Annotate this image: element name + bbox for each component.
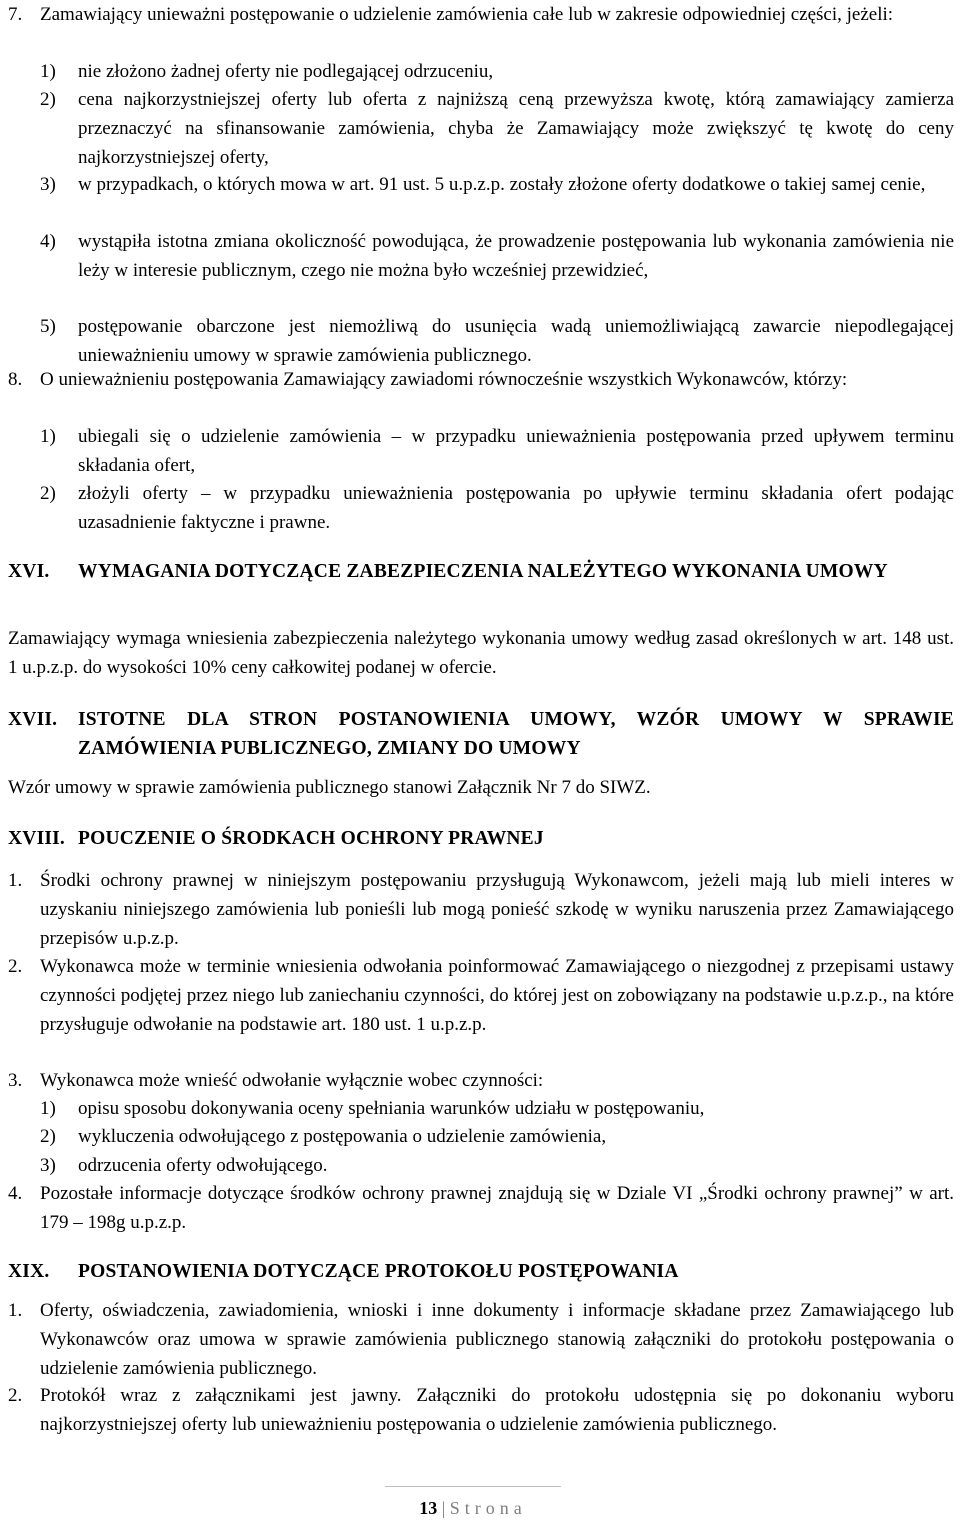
list-item (8, 227, 954, 285)
section-title: POSTANOWIENIA DOTYCZĄCE PROTOKOŁU POSTĘPOWANIA (78, 1261, 679, 1282)
point-text: Pozostałe informacje dotyczące środków ochrony prawnej znajdują się w Dziale VI „Środki ochrony prawnej” w art. 179 – 198g u.p.z.p. (40, 1183, 954, 1233)
section-title: ISTOTNE DLA STRON POSTANOWIENIA UMOWY, WZÓR UMOWY W SPRAWIE ZAMÓWIENIA PUBLICZNEGO, ZMIANY DO UMOWY (78, 709, 954, 759)
list-item-text: cena najkorzystniejszej oferty lub oferta z najniższą ceną przewyższa kwotę, którą zamawiający zamierza przeznaczyć na sfinansowanie zamówienia, chyba że Zamawiający może zwiększyć tę kwotę do ceny najkorzystniejszej oferty, (78, 89, 954, 168)
list-item-number: 4) (40, 231, 56, 252)
paragraph-intro: O unieważnieniu postępowania Zamawiający zawiadomi równocześnie wszystkich Wykonawców, którzy: (40, 369, 848, 390)
section-number: XVIII. (8, 828, 66, 849)
list-item-number: 3) (40, 174, 56, 195)
point-text: Środki ochrony prawnej w niniejszym postępowaniu przysługują Wykonawcom, jeżeli mają lub mieli interes w uzyskaniu niniejszego zamówienia lub ponieśli lub mogą ponieść szkodę w wyniku naruszenia przez Zamawiającego przepisów u.p.z.p. (40, 870, 954, 949)
list-item (8, 57, 954, 86)
numbered-point (8, 1296, 954, 1383)
section-number: XVII. (8, 709, 58, 730)
paragraph-intro: Zamawiający unieważni postępowanie o udzielenie zamówienia całe lub w zakresie odpowiedniej części, jeżeli: (40, 4, 894, 25)
list-item (8, 85, 954, 172)
page-number: 13 (419, 1498, 438, 1518)
paragraph-8 (8, 365, 954, 394)
paragraph-number: 7. (8, 4, 23, 25)
list-item-number: 5) (40, 316, 56, 337)
section-heading-xviii (8, 824, 954, 853)
numbered-point (8, 1179, 954, 1237)
section-heading-xix (8, 1257, 954, 1286)
list-item-text: nie złożono żadnej oferty nie podlegającej odrzuceniu, (78, 61, 494, 82)
list-item-text: opisu sposobu dokonywania oceny spełniania warunków udziału w postępowaniu, (78, 1098, 705, 1119)
page-footer (0, 1494, 946, 1523)
list-item (8, 1151, 954, 1180)
paragraph-7 (8, 0, 954, 29)
numbered-point (8, 1066, 954, 1095)
section-number: XIX. (8, 1261, 50, 1282)
section-body: Wzór umowy w sprawie zamówienia publicznego stanowi Załącznik Nr 7 do SIWZ. (8, 777, 651, 798)
list-item-number: 1) (40, 426, 56, 447)
list-item-number: 3) (40, 1155, 56, 1176)
point-text: Wykonawca może wnieść odwołanie wyłącznie wobec czynności: (40, 1070, 544, 1091)
list-item-number: 2) (40, 1126, 56, 1147)
list-item (8, 312, 954, 370)
list-item-text: odrzucenia oferty odwołującego. (78, 1155, 328, 1176)
numbered-point (8, 1381, 954, 1439)
point-number: 4. (8, 1183, 23, 1204)
footer-divider (385, 1486, 561, 1487)
section-body: Zamawiający wymaga wniesienia zabezpieczenia należytego wykonania umowy według zasad określonych w art. 148 ust. 1 u.p.z.p. do wysokości 10% ceny całkowitej podanej w ofercie. (8, 628, 954, 678)
section-heading-xvi (8, 557, 954, 586)
list-item (8, 479, 954, 537)
section-title: POUCZENIE O ŚRODKACH OCHRONY PRAWNEJ (78, 828, 544, 849)
point-text: Oferty, oświadczenia, zawiadomienia, wnioski i inne dokumenty i informacje składane przez Zamawiającego lub Wykonawców oraz umowa w sprawie zamówienia publicznego stanowią załączniki do protokołu postępowania o udzielenie zamówienia publicznego. (40, 1300, 954, 1379)
list-item-number: 1) (40, 61, 56, 82)
list-item-number: 2) (40, 483, 56, 504)
point-number: 1. (8, 870, 23, 891)
list-item-text: wystąpiła istotna zmiana okoliczność powodująca, że prowadzenie postępowania lub wykonania zamówienia nie leży w interesie publicznym, czego nie można było wcześniej przewidzieć, (78, 231, 954, 281)
point-text: Protokół wraz z załącznikami jest jawny. Załączniki do protokołu udostępnia się po dokonaniu wyboru najkorzystniejszej oferty lub unieważnieniu postępowania o udzielenie zamówienia publicznego. (40, 1385, 954, 1435)
list-item-text: wykluczenia odwołującego z postępowania o udzielenie zamówienia, (78, 1126, 607, 1147)
numbered-point (8, 952, 954, 1039)
list-item-text: złożyli oferty – w przypadku unieważnienia postępowania po upływie terminu składania ofert podając uzasadnienie faktyczne i prawne. (78, 483, 954, 533)
numbered-point (8, 866, 954, 953)
section-heading-xvii (8, 705, 954, 763)
point-number: 2. (8, 1385, 23, 1406)
section-number: XVI. (8, 561, 50, 582)
point-number: 1. (8, 1300, 23, 1321)
point-text: Wykonawca może w terminie wniesienia odwołania poinformować Zamawiającego o niezgodnej z przepisami ustawy czynności podjętej przez niego lub zaniechaniu czynności, do której jest on zobowiązany na podstawie u.p.z.p., na które przysługuje odwołanie na podstawie art. 180 ust. 1 u.p.z.p. (40, 956, 954, 1035)
list-item (8, 170, 954, 199)
section-title: WYMAGANIA DOTYCZĄCE ZABEZPIECZENIA NALEŻYTEGO WYKONANIA UMOWY (78, 561, 888, 582)
list-item-number: 1) (40, 1098, 56, 1119)
point-number: 3. (8, 1070, 23, 1091)
list-item-text: postępowanie obarczone jest niemożliwą do usunięcia wadą uniemożliwiającą zawarcie niepodlegającej unieważnieniu umowy w sprawie zamówienia publicznego. (78, 316, 954, 366)
list-item (8, 422, 954, 480)
footer-separator: | (441, 1498, 446, 1518)
point-number: 2. (8, 956, 23, 977)
list-item (8, 1122, 954, 1151)
list-item (8, 1094, 954, 1123)
list-item-text: ubiegali się o udzielenie zamówienia – w przypadku unieważnienia postępowania przed upływem terminu składania ofert, (78, 426, 954, 476)
paragraph-number: 8. (8, 369, 23, 390)
list-item-number: 2) (40, 89, 56, 110)
list-item-text: w przypadkach, o których mowa w art. 91 ust. 5 u.p.z.p. zostały złożone oferty dodatkowe o takiej samej cenie, (78, 174, 926, 195)
page-label: Strona (449, 1498, 527, 1518)
